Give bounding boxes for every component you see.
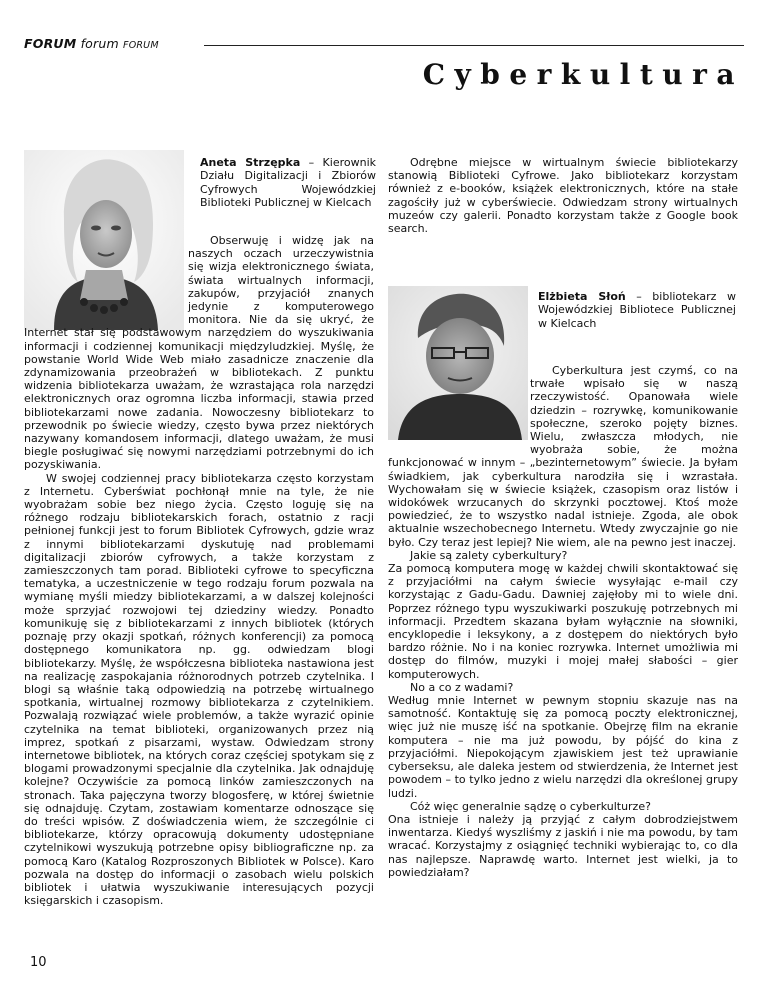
right-column-text <box>388 364 738 879</box>
left-column-text <box>24 234 374 907</box>
header-brand-initial: F <box>24 36 33 51</box>
right-top-paragraph: Odrębne miejsce w wirtualnym świecie bibliotekarzy stanowią Biblioteki Cyfrowe. Jako bibliotekarz korzystam również z e-booków, książek elektronicznych, które na stałe zagościły już w cyberświecie. Odwiedzam strony wirtualnych muzeów czy galerii. Ponadto korzystam także z Google book search. <box>388 156 738 236</box>
right-answer-3: Ona istnieje i należy ją przyjąć z całym dobrodziejstwem inwentarza. Kiedyś wyszliśmy z jaskiń i nie ma powodu, by tam wracać. Korzystajmy z osiągnięć techniki wybierając to, co dla nas najlepsze. Naprawdę warto. Internet jest wielki, ja to powiedziałam? <box>388 812 738 879</box>
running-header <box>24 36 744 56</box>
section-title: Cyberkultura <box>422 58 744 91</box>
photo-wrap-spacer-2 <box>388 364 530 444</box>
header-brand <box>24 36 159 51</box>
right-question-3: Cóż więc generalnie sądzę o cyberkulturze? <box>410 799 651 813</box>
right-answer-1: Za pomocą komputera mogę w każdej chwili skontaktować się z przyjaciółmi na całym świecie wysyłając e-mail czy korzystając z Gadu-Gadu. Dawniej zajęłoby mi to wiele dni. Poprzez różnego typu wyszukiwarki poszukuję potrzebnych mi informacji. Przedtem skazana byłam wyłącznie na słowniki, encyklopedie i leksykony, a z dostępem do niektórych było bardzo różnie. No i na koniec rozrywka. Internet umożliwia mi dostęp do filmów, muzyki i mojej małej słabości – gier komputerowych. <box>388 562 738 681</box>
header-rule <box>204 45 744 46</box>
right-question-1: Jakie są zalety cyberkultury? <box>410 548 568 562</box>
left-paragraph-1: Obserwuję i widzę jak na naszych oczach urzeczywistnia się wizja elektronicznego świata, świata wirtualnych informacji, zakupów, przyjaciół znanych jedynie z komputerowego monitora. Nie da się ukryć, że Internet stał się podstawowym narzędziem do wyszukiwania informacji i codziennej komunikacji międzyludzkiej. Myślę, że powstanie World Wide Web miało zasadnicze znaczenie dla zdynamizowania przeobrażeń w bibliotekach. Z punktu widzenia bibliotekarza uważam, że wzrastająca rola narzędzi elektronicznych oraz ogromna liczba informacji, stawia przed bibliotekarzami nowe zadania. Nowoczesny bibliotekarz to przewodnik po świecie wiedzy, często bywa przez niektórych nazywany komandosem informacji, dlatego uważam, że musi biegle posługiwać się nowymi narzędziami potrzebnymi do ich pozyskiwania. <box>24 234 374 472</box>
photo-wrap-spacer <box>24 234 188 318</box>
author-role-elzbieta: – bibliotekarz w Wojewódzkiej Bibliotece Publicznej w Kielcach <box>538 290 736 330</box>
author-name-elzbieta: Elżbieta Słoń <box>538 290 626 303</box>
right-paragraph-1: Cyberkultura jest czymś, co na trwałe wpisało się w naszą rzeczywistość. Opanowała wiele dziedzin – rozrywkę, komunikowanie społeczne, szeroko pojęty biznes. Wielu, zwłaszcza młodych, nie wyobraża sobie, że można funkcjonować w innym – „bezinternetowym” świecie. Ja byłam świadkiem, jak cyberkultura narodziła się i wzrastała. Wychowałam się w świecie książek, czasopism oraz listów i widokówek wrzucanych do skrzynki pocztowej. Ktoś może powiedzieć, że to wszystko nadal istnieje. Zgoda, ale obok aktualnie wszechobecnego Internetu. Wtedy zwyczajnie go nie było. Czy teraz jest lepiej? Nie wiem, ale na pewno jest inaczej. <box>388 364 738 549</box>
header-brand-word-3: FORUM <box>123 40 159 51</box>
left-paragraph-2: W swojej codziennej pracy bibliotekarza często korzystam z Internetu. Cyberświat pochłonął mnie na tyle, że nie wyobrażam sobie bez niego życia. Często loguję się na różnego rodzaju bibliotekarskich forach, ostatnio z racji pełnionej funkcji jest to forum Bibliotek Cyfrowych, gdzie wraz z innymi bibliotekarzami dyskutuję nad problemami digitalizacji zbiorów cyfrowych, a także korzystam z zamieszczonych tam porad. Biblioteki cyfrowe to specyficzna tematyka, a uczestniczenie w tego rodzaju forum pozwala na wymianę myśli miedzy bibliotekarzami, a w dalszej kolejności może sprzyjać rozwojowi tej dziedziny wiedzy. Ponadto komunikuję się z bibliotekarzami z innych bibliotek (których poznaję przy okazji spotkań, różnych konferencji) za pomocą dostępnego komunikatora np. gg. odwiedzam blogi bibliotekarzy. Myślę, że współczesna biblioteka nastawiona jest na realizację zaspokajania różnorodnych potrzeb czytelnika. I blogi są właśnie taką odpowiedzią na potrzebę wirtualnego spotkania, wirtualnej rozmowy bibliotekarza z czytelnikiem. Pozwalają rozwiązać wiele problemów, a także wyrazić opinie czytelnika na temat biblioteki, organizowanych przez nią imprez, spotkań z pisarzami, wystaw. Odwiedzam strony internetowe bibliotek, na których coraz częściej spotykam się z blogami prowadzonymi specjalnie dla czytelnika. Jak odnajduję kolejne? Oczywiście za pomocą linków zamieszczonych na stronach. Taka pajęczyna tworzy blogosferę, w której świetnie się odnajduję. Czytam, zostawiam komentarze odnoszące się do treści wpisów. Z doświadczenia wiem, że szczególnie ci bibliotekarze, którzy opracowują dokumenty udostępniane czytelnikowi wyszukują potrzebne opisy bibliograficzne np. za pomocą Karo (Katalog Rozproszonych Bibliotek w Polsce). Karo pozwala na dostęp do informacji o zasobach wielu polskich bibliotek i ułatwia wyszukiwanie interesujących pozycji księgarskich i czasopism. <box>24 471 374 908</box>
author-role-aneta: – Kierownik Działu Digitalizacji i Zbiorów Cyfrowych Wojewódzkiej Biblioteki Publicznej w Kielcach <box>200 156 377 210</box>
author-caption-aneta <box>200 156 376 210</box>
author-caption-elzbieta <box>538 290 736 330</box>
right-question-2: No a co z wadami? <box>410 680 514 694</box>
right-answer-2: Według mnie Internet w pewnym stopniu skazuje nas na samotność. Kontaktuję się za pomocą poczty elektronicznej, więc już nie muszę iść na spotkanie. Obejrzę film na ekranie komputera – nie ma już powodu, by pójść do kina z przyjaciółmi. Niepokojącym zjawiskiem jest też uprawianie cyberseksu, ale daleka jestem od stwierdzenia, że Internet jest powodem – to tylko jedno z wielu narzędzi dla określonej grupy ludzi. <box>388 694 738 800</box>
header-brand-word: ORUM <box>32 36 77 51</box>
author-name-aneta: Aneta Strzępka <box>200 156 301 169</box>
page-number: 10 <box>30 955 47 970</box>
right-top-text <box>388 156 738 235</box>
header-brand-word-2: forum <box>76 36 124 51</box>
